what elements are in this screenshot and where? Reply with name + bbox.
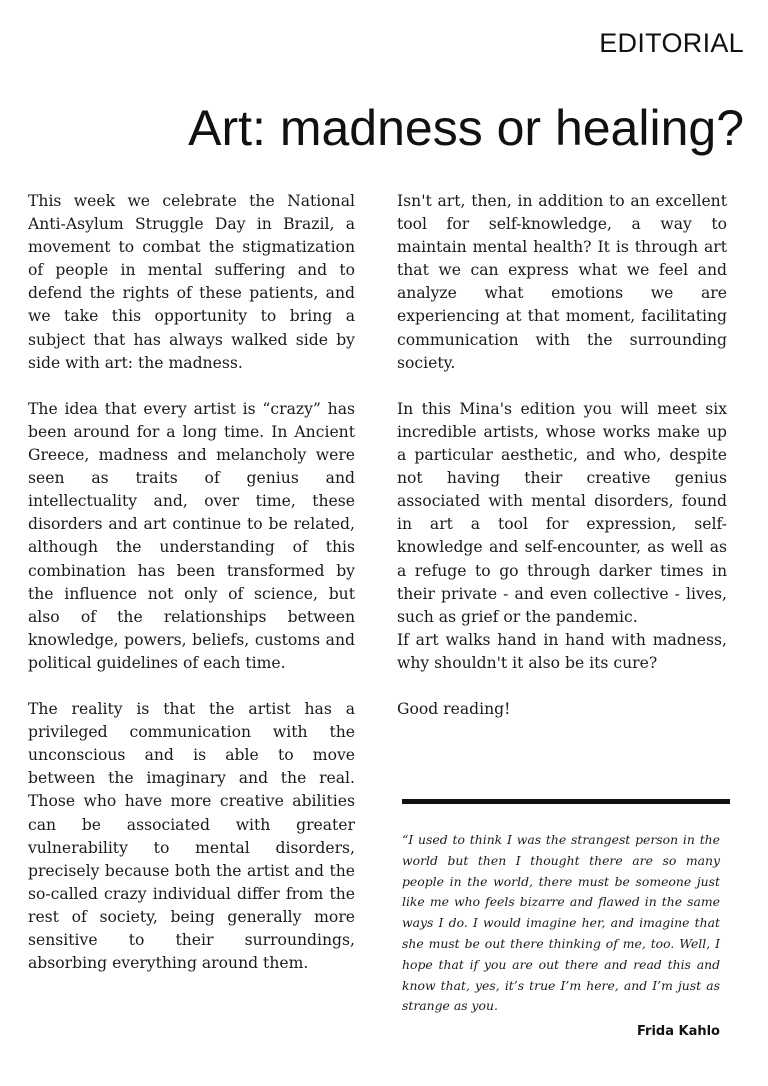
page-title: Art: madness or healing? — [188, 100, 744, 156]
left-column — [28, 190, 355, 998]
quote-text: “I used to think I was the strangest person in the world but then I thought there are so many people in the world, there must be someone just like me who feels bizarre and flawed in the same ways I do. I would imagine her, and imagine that she must be out there thinking of me, too. Well, I hope that if you are out there and read this and know that, yes, it’s true I’m here, and I’m just as strange as you. — [402, 832, 720, 1014]
quote-author: Frida Kahlo — [636, 1024, 720, 1039]
paragraph-cure: If art walks hand in hand with madness, why shouldn't it also be its cure? — [397, 630, 727, 672]
right-column — [397, 190, 727, 744]
paragraph-good-reading: Good reading! — [397, 700, 511, 719]
paragraph-edition: In this Mina's edition you will meet six incredible artists, whose works make up a particular aesthetic, and who, despite not having their creative genius associated with mental disorders, found in art a tool for expression, self-knowledge and self-encounter, as well as a refuge to go through darker times in their private - and even collective - lives, such as grief or the pandemic. — [397, 399, 727, 626]
paragraph-reality: The reality is that the artist has a privileged communication with the unconscious and is able to move between the imaginary and the real. Those who have more creative abilities can be associated with greater vulnerability to mental disorders, precisely because both the artist and the so-called crazy individual differ from the rest of society, being generally more sensitive to their surroundings, absorbing everything around them. — [28, 700, 355, 973]
section-label: EDITORIAL — [599, 28, 744, 58]
quote-divider — [402, 799, 730, 804]
paragraph-intro: This week we celebrate the National Anti-Asylum Struggle Day in Brazil, a movement to combat the stigmatization of people in mental suffering and to defend the rights of these patients, and we take this opportunity to bring a subject that has always walked side by side with art: the madness. — [28, 192, 355, 372]
paragraph-art-health: Isn't art, then, in addition to an excellent tool for self-knowledge, a way to maintain mental health? It is through art that we can express what we feel and analyze what emotions we are experiencing at that moment, facilitating communication with the surrounding society. — [397, 192, 727, 372]
paragraph-history: The idea that every artist is “crazy” has been around for a long time. In Ancient Greece, madness and melancholy were seen as traits of genius and intellectuality and, over time, these disorders and art continue to be related, although the understanding of this combination has been transformed by the influence not only of science, but also of the relationships between knowledge, powers, beliefs, customs and political guidelines of each time. — [28, 399, 355, 672]
